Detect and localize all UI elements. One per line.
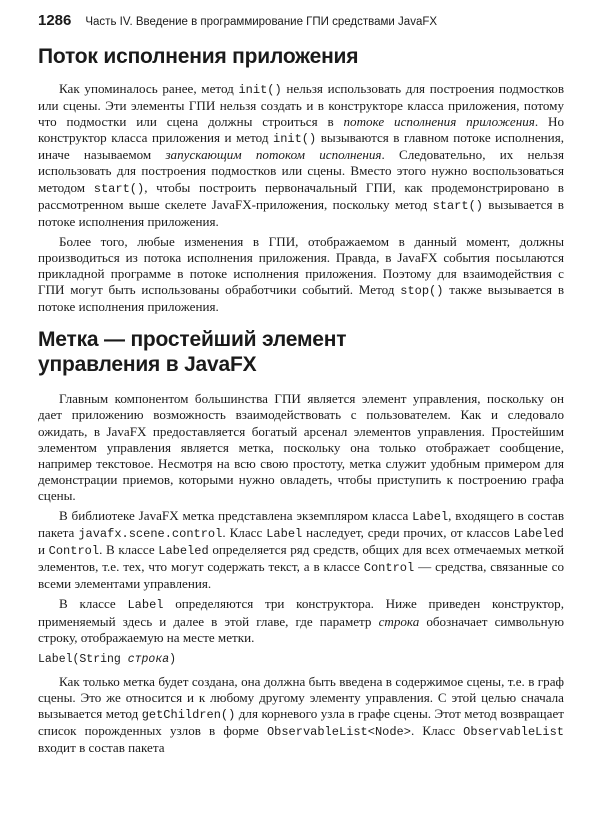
page-header (38, 12, 564, 38)
code-inline: Labeled (513, 527, 564, 542)
code-inline: Label (266, 527, 303, 542)
code-inline: Control (48, 544, 100, 559)
paragraph: Более того, любые изменения в ГПИ, отображаемом в данный момент, должны производиться из потока исполнения приложения. Правда, в JavaFX события посылаются прикладной программе в потоке исполнения приложения. Поэтому для взаимодействия с ГПИ могут быть использованы обработчики событий. Метод stop() также вызывается в потоке исполнения приложения. (38, 233, 564, 315)
book-page (38, 12, 564, 756)
code-inline: Label (127, 598, 164, 613)
emphasis: запускающим потоком исполнения (165, 147, 382, 163)
paragraph: Как упоминалось ранее, метод init() нельзя использовать для построения подмостков или сцены. Эти элементы ГПИ нельзя создать и в конструкторе класса приложения, потому что подмостки или сцена должны строиться в потоке исполнения приложения. Но конструктор класса приложения и метод init() вызываются в главном потоке исполнения, иначе называемом запускающим потоком исполнения. Следовательно, их нельзя использовать для построения подмостков или сцены. Вместо этого нужно воспользоваться методом start(), чтобы построить первоначальный ГПИ, как продемонстрировано в рассмотренном выше скелете JavaFX-приложения, поскольку метод start() вызывается в потоке исполнения приложения. (38, 81, 565, 229)
paragraph: Главным компонентом большинства ГПИ является элемент управления, поскольку он дает приложению возможность взаимодействовать с пользователем. Как и следовало ожидать, в JavaFX предоставляется богатый арсенал элементов управления. Простейшим элементом управления является метка, поскольку она только отображает сообщение, например текстовое. Несмотря на всю свою простоту, метка служит удобным примером для демонстрации приемов, которыми нужно овладеть, чтобы приступить к построению графа сцены. (38, 391, 564, 503)
paragraph: Как только метка будет создана, она должна быть введена в содержимое сцены, т.е. в граф сцены. Это же относится и к любому другому элементу управления. С этой целью сначала вызывается метод getChildren() для корневого узла в графе сцены. Этот метод возвращает список порожденных узлов в форме ObservableList<Node>. Класс ObservableList входит в состав пакета (38, 673, 564, 756)
code-inline: stop() (400, 284, 444, 299)
paragraph: В классе Label определяются три конструктора. Ниже приведен конструктор, применяемый здесь и далее в этой главе, где параметр строка обозначает символьную строку, отображаемую на месте метки. (38, 596, 564, 645)
section-heading-app-thread: Поток исполнения приложения (38, 45, 359, 68)
code-inline: javafx.scene.control (78, 527, 223, 542)
code-inline: start() (93, 181, 145, 196)
page-number: 1286 (38, 12, 72, 29)
emphasis: строка (378, 613, 420, 629)
code-inline: getChildren() (141, 707, 236, 722)
code-inline: init() (238, 83, 282, 97)
code-inline: start() (432, 198, 483, 213)
code-inline: Control (363, 561, 415, 576)
code-inline: ObservableList<Node> (266, 725, 411, 739)
code-inline: Label (412, 509, 449, 524)
code-inline: init() (273, 132, 317, 147)
section-heading-label-control: Метка — простейший элемент управления в JavaFX (38, 328, 347, 377)
code-block: Label(String строка) (38, 652, 177, 666)
running-title: Часть IV. Введение в программирование ГПИ средствами JavaFX (85, 16, 438, 28)
code-inline: ObservableList (463, 725, 564, 739)
code-inline: Labeled (158, 544, 209, 559)
paragraph: В библиотеке JavaFX метка представлена экземпляром класса Label, входящего в состав пакета javafx.scene.control. Класс Label наследует, среди прочих, от классов Labeled и Control. В классе Labeled определяется ряд средств, общих для всех отмечаемых меткой элементов, т.е. тех, что могут содержать текст, а в классе Control — средства, связанные со всеми элементами управления. (38, 507, 564, 592)
emphasis: потоке исполнения приложения (343, 114, 535, 130)
